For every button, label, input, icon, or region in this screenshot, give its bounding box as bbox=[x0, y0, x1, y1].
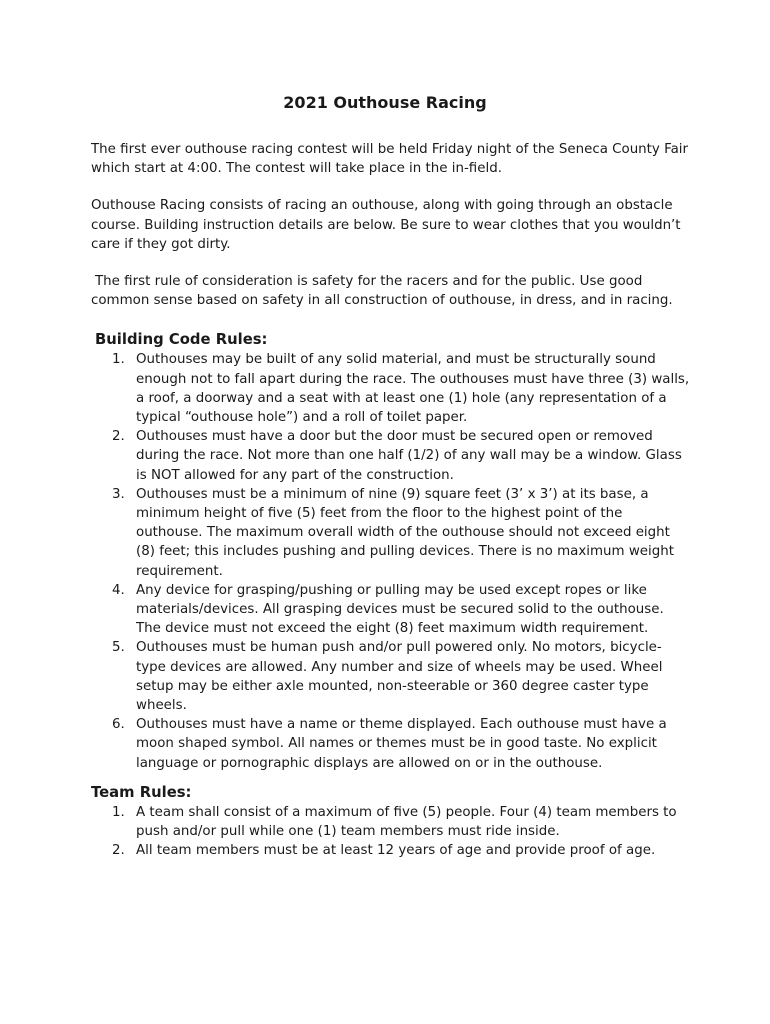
list-item-text: All team members must be at least 12 years of age and provide proof of age. bbox=[136, 843, 656, 859]
list-number: 5. bbox=[112, 640, 125, 656]
list-number: 1. bbox=[112, 804, 125, 820]
team-rules-heading: Team Rules: bbox=[91, 783, 192, 801]
intro-paragraph: The first ever outhouse racing contest will be held Friday night of the Seneca County Fair which start at 4:00. The contest will take place in the in-field. bbox=[91, 142, 689, 177]
list-item-text: Any device for grasping/pushing or pulling may be used except ropes or like materials/devices. All grasping devices must be secured solid to the outhouse. The device must not exceed the eight (8) feet maximum width requirement. bbox=[136, 582, 664, 637]
building-code-section bbox=[91, 330, 691, 772]
list-item bbox=[91, 841, 691, 860]
list-item bbox=[91, 803, 691, 841]
list-item-text: Outhouses must have a door but the door must be secured open or removed during the race. Not more than one half (1/2) of any wall may be a window. Glass is NOT allowed for any part of the construction. bbox=[136, 429, 682, 483]
safety-paragraph: The first rule of consideration is safety for the racers and for the public. Use good common sense based on safety in all construction of outhouse, in dress, and in racing. bbox=[91, 274, 673, 309]
document-title: 2021 Outhouse Racing bbox=[283, 93, 487, 112]
list-number: 1. bbox=[112, 352, 125, 368]
list-item-text: Outhouses must have a name or theme displayed. Each outhouse must have a moon shaped symbol. All names or themes must be in good taste. No explicit language or pornographic displays are allowed on or in the outhouse. bbox=[136, 717, 667, 771]
list-item bbox=[91, 581, 691, 639]
list-number: 6. bbox=[112, 717, 125, 733]
list-item-text: Outhouses may be built of any solid material, and must be structurally sound enough not to fall apart during the race. The outhouses must have three (3) walls, a roof, a doorway and a seat with at least one (1) hole (any representation of a typical “outhouse hole”) and a roll of toilet paper. bbox=[136, 352, 690, 426]
list-item bbox=[91, 715, 691, 773]
document-body bbox=[91, 140, 691, 861]
team-rules-section bbox=[91, 783, 691, 861]
list-number: 2. bbox=[112, 429, 125, 445]
team-rules-list bbox=[91, 803, 691, 861]
list-item-text: Outhouses must be human push and/or pull powered only. No motors, bicycle-type devices are allowed. Any number and size of wheels may be used. Wheel setup may be either axle mounted, non-steerable or 360 degree caster type wheels. bbox=[136, 640, 663, 714]
description-paragraph: Outhouse Racing consists of racing an outhouse, along with going through an obstacle course. Building instruction details are below. Be sure to wear clothes that you wouldn’t care if they got dirty. bbox=[91, 198, 681, 252]
list-number: 3. bbox=[112, 486, 125, 502]
list-item bbox=[91, 350, 691, 427]
list-number: 4. bbox=[112, 582, 125, 598]
list-item-text: Outhouses must be a minimum of nine (9) square feet (3’ x 3’) at its base, a minimum height of five (5) feet from the floor to the highest point of the outhouse. The maximum overall width of the outhouse should not exceed eight (8) feet; this includes pushing and pulling devices. There is no maximum weight requirement. bbox=[136, 486, 674, 579]
list-item bbox=[91, 485, 691, 581]
list-item bbox=[91, 638, 691, 715]
building-code-list bbox=[91, 350, 691, 772]
list-item bbox=[91, 427, 691, 485]
building-code-heading: Building Code Rules: bbox=[95, 331, 268, 349]
list-item-text: A team shall consist of a maximum of five (5) people. Four (4) team members to push and/or pull while one (1) team members must ride inside. bbox=[136, 804, 677, 840]
list-number: 2. bbox=[112, 843, 125, 859]
